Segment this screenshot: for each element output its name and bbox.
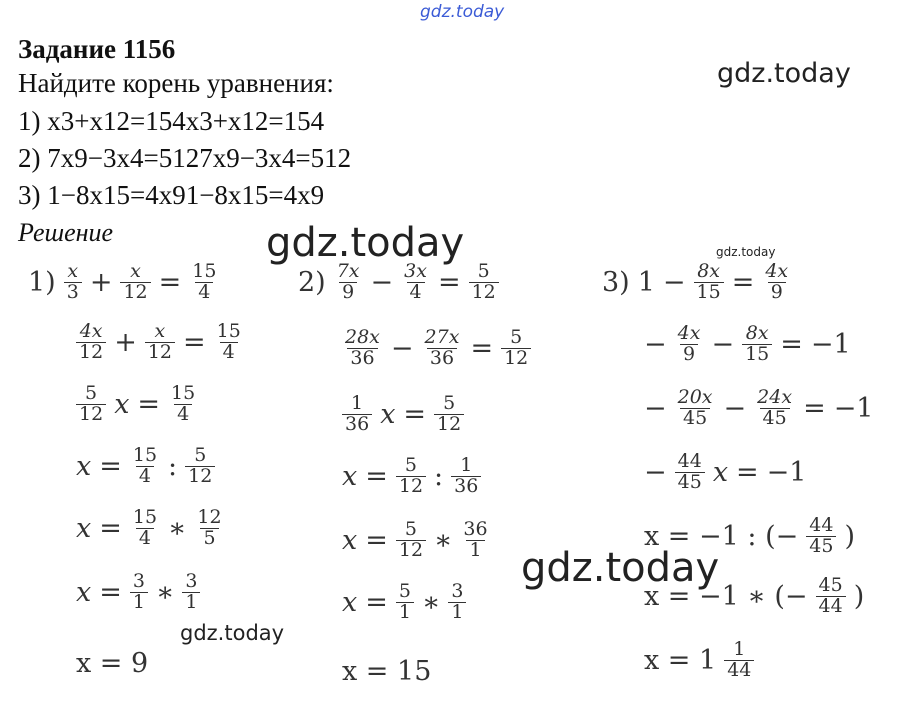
task-item: 1) x3+x12=154x3+x12=154 — [18, 106, 325, 136]
s2-row-2: $\frac{28x}{36}$ − $\frac{27x}{36}$ = $\frac{5}{12}$ — [342, 328, 531, 369]
s2-answer: x = 15 — [342, 656, 432, 687]
s1-row-1: 1) $\frac{x}{3}$ + $\frac{x}{12}$ = $\frac{15}{4}$ — [28, 262, 219, 303]
watermark-mid: gdz.today — [521, 545, 720, 591]
fraction: $\frac{x}{12}$ — [120, 262, 150, 303]
s3-row-1: 3) 1 − $\frac{8x}{15}$ = $\frac{4x}{9}$ — [602, 260, 789, 303]
s3-row-5: x = −1 : (− $\frac{44}{45}$ ) — [644, 514, 855, 557]
task-title: Задание 1156 — [18, 34, 176, 64]
watermark-big: gdz.today — [266, 220, 465, 266]
s3-row-3: − $\frac{20x}{45}$ − $\frac{24x}{45}$ = −1 — [644, 386, 874, 429]
s3-row-4: − $\frac{44}{45}$ x = −1 — [644, 450, 807, 493]
s1-row-4: x = $\frac{15}{4}$ : $\frac{5}{12}$ — [76, 446, 215, 487]
s1-row-2: $\frac{4x}{12}$ + $\frac{x}{12}$ = $\frac{15}{4}$ — [76, 322, 244, 363]
s3-answer: x = 1 $\frac{1}{44}$ — [644, 640, 754, 681]
watermark-right: gdz.today — [717, 58, 851, 89]
fraction: $\frac{x}{3}$ — [64, 262, 82, 303]
watermark-small: gdz.today — [716, 245, 776, 259]
s1-row-3: $\frac{5}{12}$ x = $\frac{15}{4}$ — [76, 384, 198, 425]
task-item: 3) 1−8x15=4x91−8x15=4x9 — [18, 180, 325, 210]
s2-row-4: x = $\frac{5}{12}$ : $\frac{1}{36}$ — [342, 456, 481, 497]
s2-label: 2) — [298, 266, 326, 298]
s1-answer: x = 9 — [76, 648, 149, 679]
watermark-top: gdz.today — [420, 2, 505, 22]
watermark-low: gdz.today — [180, 621, 285, 645]
solution-label: Решение — [18, 218, 114, 247]
s1-row-6: x = $\frac{3}{1}$ ∗ $\frac{3}{1}$ — [76, 572, 200, 613]
s3-label: 3) — [602, 266, 630, 298]
s1-label: 1) — [28, 266, 56, 298]
s3-row-6: x = −1 ∗ (− $\frac{45}{44}$ ) — [644, 574, 865, 617]
s1-row-5: x = $\frac{15}{4}$ ∗ $\frac{12}{5}$ — [76, 506, 222, 549]
fraction: $\frac{15}{4}$ — [192, 260, 217, 303]
s2-row-1: 2) $\frac{7x}{9}$ − $\frac{3x}{4}$ = $\frac{5}{12}$ — [298, 262, 499, 303]
s2-row-3: $\frac{1}{36}$ x = $\frac{5}{12}$ — [342, 394, 464, 435]
s3-row-2: − $\frac{4x}{9}$ − $\frac{8x}{15}$ = −1 — [644, 322, 851, 365]
s2-row-5: x = $\frac{5}{12}$ ∗ $\frac{36}{1}$ — [342, 518, 488, 561]
s2-row-6: x = $\frac{5}{1}$ ∗ $\frac{3}{1}$ — [342, 582, 466, 623]
task-prompt: Найдите корень уравнения: — [18, 68, 334, 98]
task-item: 2) 7x9−3x4=5127x9−3x4=512 — [18, 143, 352, 173]
